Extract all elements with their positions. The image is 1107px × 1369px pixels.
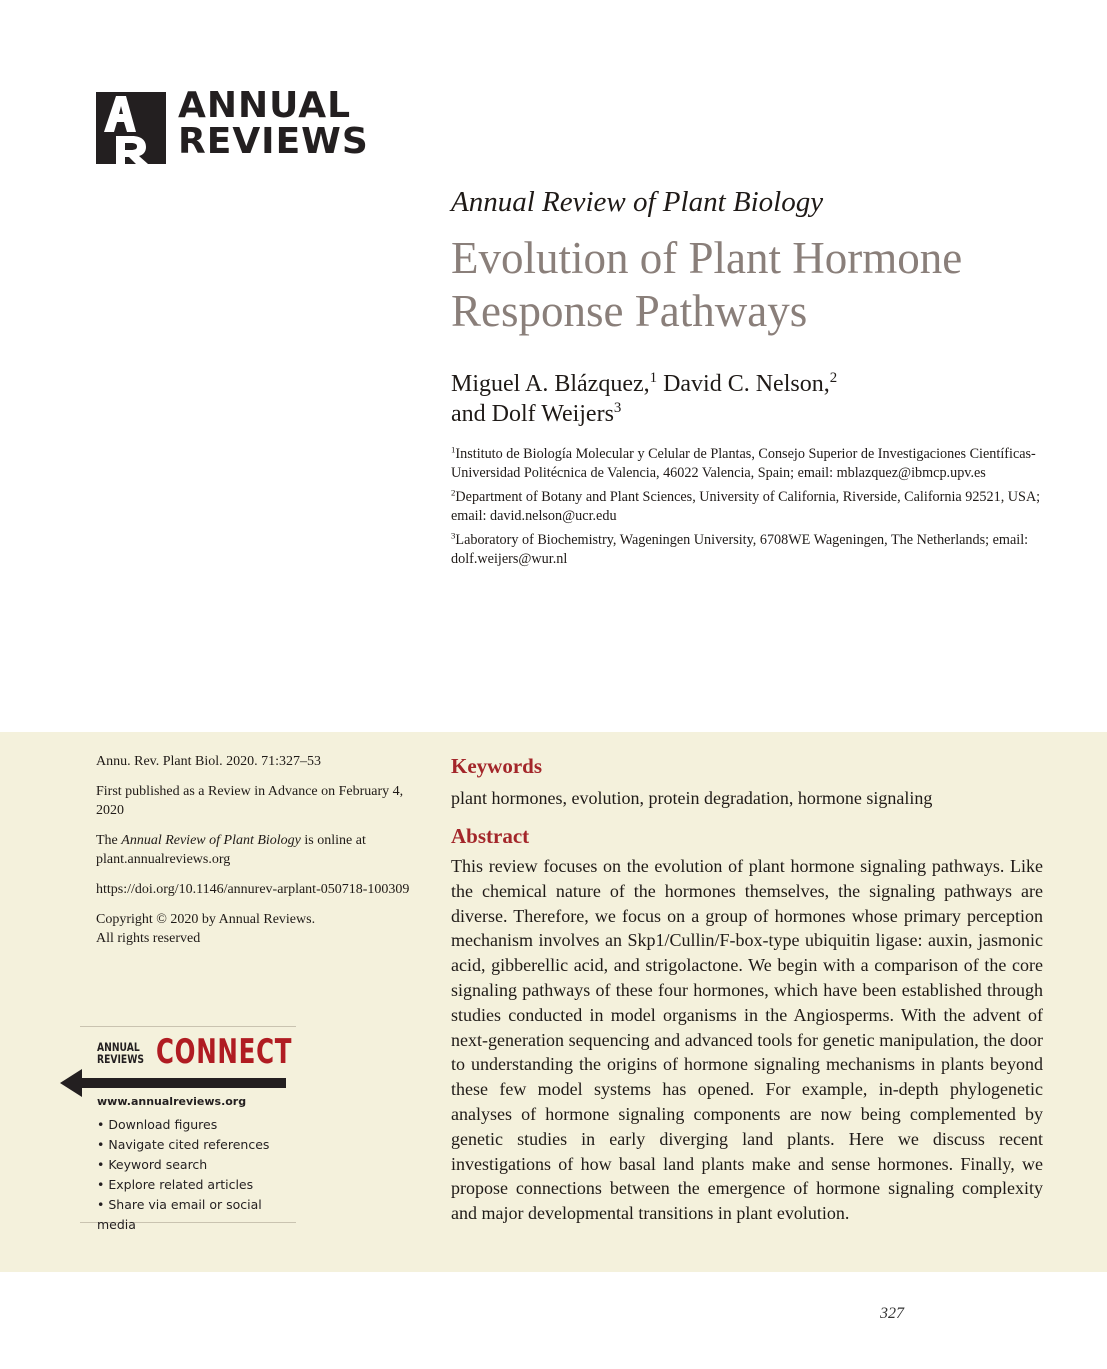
affiliation-marker: 3 [451,530,456,541]
list-item: • Share via email or social media [97,1197,262,1232]
first-published: First published as a Review in Advance on February 4, 2020 [96,784,404,818]
page-number: 327 [880,1305,904,1322]
logo-wordmark [178,85,369,162]
list-item: • Explore related articles [97,1177,254,1192]
connect-brand [97,1041,144,1065]
online-prefix: The [96,833,122,848]
affiliations [451,445,1051,574]
copyright [96,910,416,948]
logo-line-reviews: REVIEWS [178,121,369,162]
rights-line: All rights reserved [96,931,201,946]
online-journal: Annual Review of Plant Biology [121,833,301,848]
annual-reviews-logo [96,85,376,166]
citation: Annu. Rev. Plant Biol. 2020. 71:327–53 [96,754,322,769]
keywords-text: plant hormones, evolution, protein degradation, hormone signaling [451,788,933,808]
keywords-and-abstract [451,752,1043,1226]
doi-link[interactable]: https://doi.org/10.1146/annurev-arplant-050718-100309 [96,882,410,897]
connect-url[interactable]: www.annualreviews.org [97,1095,247,1108]
journal-name: Annual Review of Plant Biology [451,186,824,218]
author-weijers: and Dolf Weijers [451,401,614,427]
list-item: • Keyword search [97,1157,208,1172]
connect-features [97,1115,296,1235]
affiliation-3 [451,531,1051,569]
affiliation-text: Department of Botany and Plant Sciences, University of California, Riverside, California 92521, USA; email: david.nelson@ucr.edu [451,489,1041,524]
abstract-text: This review focuses on the evolution of plant hormone signaling pathways. Like the chemical nature of the hormones themselves, the signaling pathways are diverse. Therefore, we focus on a group of hormones whose primary perception mechanism involves an Skp1/Cullin/F-box-type ubiquitin ligase: auxin, jasmonic acid, gibberellic acid, and strigolactone. We begin with a comparison of the core signaling pathways of these four hormones, which have been established through studies conducted in model organisms in the Angiosperms. With the advent of next-generation sequencing and advanced tools for genetic manipulation, the door to understanding the origins of hormone signaling mechanisms in plants beyond these few model systems has opened. For example, in-depth phylogenetic analyses of hormone signaling components are now being complemented by genetic studies in early diverging land plants. Here we discuss recent investigations of how basal land plants make and sense hormones. Finally, we propose connections between the emergence of hormone signaling complexity and major developmental transitions in plant evolution. [451,856,1043,1224]
article-metadata [96,752,416,959]
author-list [451,369,1071,429]
author-affil-marker: 2 [829,370,838,386]
author-affil-marker: 3 [613,400,622,416]
copyright-line: Copyright © 2020 by Annual Reviews. [96,912,316,927]
article-title: Evolution of Plant Hormone Response Pathways [451,233,963,336]
author-affil-marker: 1 [649,370,658,386]
logo-line-annual: ANNUAL [178,85,352,126]
ar-logo-mark-icon [96,92,166,164]
author-nelson: David C. Nelson, [663,371,830,397]
online-suffix[interactable]: is online at plant.annualreviews.org [96,833,366,867]
connect-title: CONNECT [156,1032,293,1072]
online-info [96,831,416,869]
affiliation-text: Instituto de Biología Molecular y Celular de Plantas, Consejo Superior de Investigaciones Científicas-Universidad Politécnica de Valencia, 46022 Valencia, Spain; email: mblazquez@ibmcp.upv.es [451,446,1036,481]
affiliation-2 [451,488,1051,526]
connect-reviews: REVIEWS [97,1052,144,1066]
list-item: • Navigate cited references [97,1137,270,1152]
affiliation-marker: 2 [451,487,456,498]
connect-annual: ANNUAL [97,1040,140,1054]
affiliation-marker: 1 [451,444,456,455]
affiliation-text: Laboratory of Biochemistry, Wageningen University, 6708WE Wageningen, The Netherlands; email: dolf.weijers@wur.nl [451,532,1029,567]
annual-reviews-connect-box[interactable] [80,1026,296,1232]
author-blazquez: Miguel A. Blázquez, [451,371,650,397]
list-item: • Download figures [97,1117,218,1132]
keywords-heading: Keywords [451,754,542,778]
affiliation-1 [451,445,1051,483]
abstract-heading: Abstract [451,824,530,848]
